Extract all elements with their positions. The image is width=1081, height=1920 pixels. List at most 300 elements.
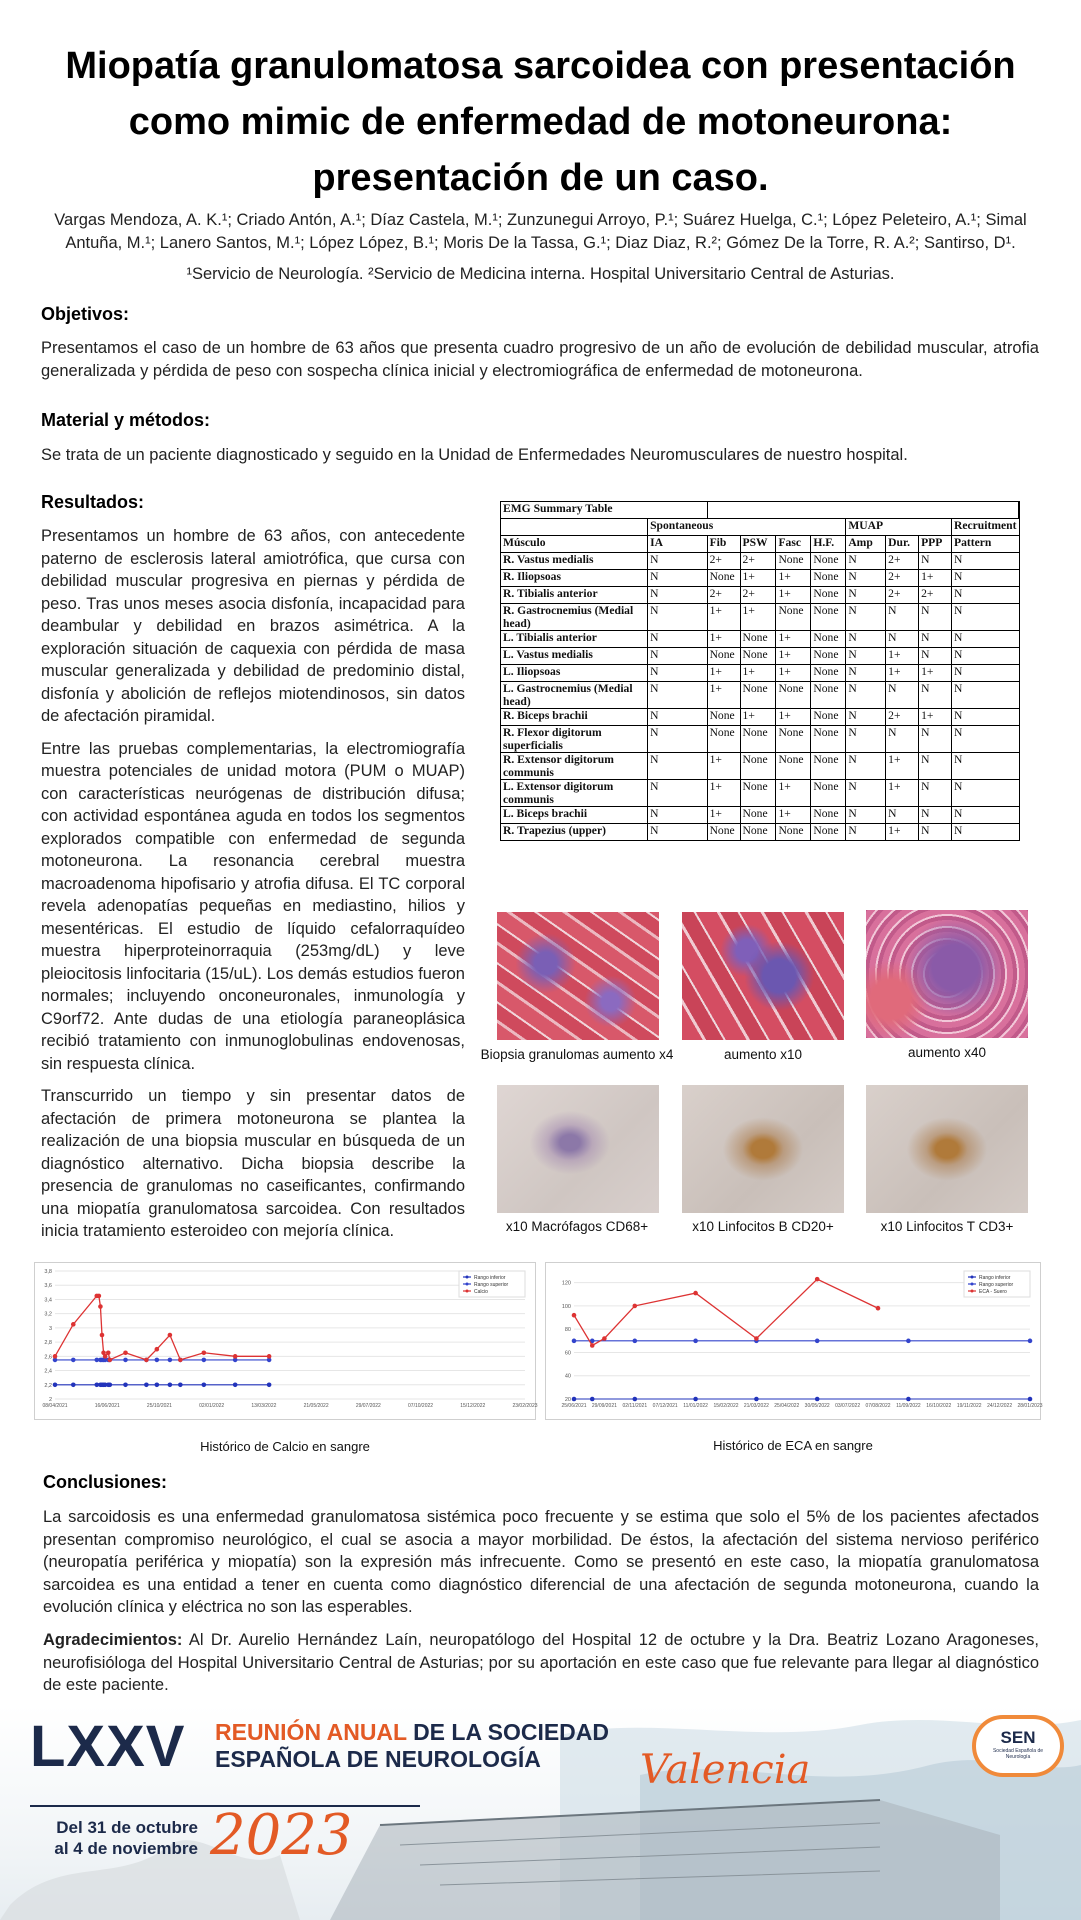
banner-line1a: REUNIÓN ANUAL (215, 1719, 414, 1745)
data-point (233, 1382, 238, 1387)
x-tick-label: 25/06/2021 (561, 1403, 587, 1409)
x-tick-label: 07/08/2022 (865, 1403, 891, 1409)
data-point (1028, 1397, 1033, 1402)
data-point (144, 1358, 149, 1363)
sen-logo-text: SEN (1000, 1728, 1036, 1747)
resultados-paragraph-3: Transcurrido un tiempo y sin presentar datos de afectación de primera motoneurona se plantea la realización de una biopsia muscular en búsqueda de un diagnóstico alternativo. Dicha biopsia describe la presencia de granulomas no caseificantes, confirmando una miopatía granulomatosa sarcoidea. Con resultados inicia tratamiento esteroideo con mejoría clínica. (41, 1087, 465, 1240)
emg-value-cell: N (846, 726, 886, 753)
banner-roman-numeral: LXXV (30, 1714, 186, 1779)
affiliation: ¹Servicio de Neurología. ²Servicio de Medicina interna. Hospital Universitario Central de Asturias. (186, 265, 895, 283)
data-point (123, 1350, 128, 1355)
emg-value-cell: None (811, 780, 846, 807)
emg-value-cell: 1+ (707, 682, 740, 709)
emg-muscle-cell: R. Gastrocnemius (Medial head) (501, 604, 648, 631)
emg-value-cell: 1+ (886, 824, 919, 841)
emg-row (501, 665, 1020, 682)
data-point (106, 1350, 111, 1355)
emg-value-cell: None (811, 553, 846, 570)
emg-value-cell: N (648, 631, 707, 648)
emg-row (501, 726, 1020, 753)
emg-value-cell: None (776, 604, 811, 631)
congress-banner (0, 1705, 1081, 1920)
data-point (633, 1397, 638, 1402)
emg-col-header: Dur. (886, 536, 919, 553)
emg-value-cell: N (846, 682, 886, 709)
poster-title: Miopatía granulomatosa sarcoidea con presentación como mimic de enfermedad de motoneurona: presentación de un caso. (65, 45, 1016, 199)
emg-value-cell: 1+ (740, 665, 776, 682)
data-point (590, 1343, 595, 1348)
emg-value-cell: 1+ (740, 604, 776, 631)
y-tick-label: 2,6 (44, 1354, 52, 1361)
emg-value-cell: 2+ (740, 553, 776, 570)
emg-row (501, 709, 1020, 726)
emg-value-cell: None (740, 780, 776, 807)
emg-value-cell: 1+ (919, 709, 952, 726)
legend-label: Rango superior (979, 1282, 1014, 1288)
emg-value-cell: None (811, 604, 846, 631)
x-tick-label: 29/09/2021 (591, 1403, 617, 1409)
emg-row (501, 570, 1020, 587)
data-point (168, 1333, 173, 1338)
y-tick-label: 3,4 (44, 1297, 52, 1304)
agradecimientos-text: Al Dr. Aurelio Hernández Laín, neuropatólogo del Hospital 12 de octubre y la Dra. Beatriz Lozano Aragoneses, neurofisióloga del Hospital Universitario Central de Asturias; por su aportación en este caso que fue relevante para llegar al diagnóstico de este paciente. (43, 1631, 1039, 1694)
emg-value-cell: 1+ (776, 570, 811, 587)
emg-value-cell: N (951, 648, 1019, 665)
x-tick-label: 19/11/2022 (956, 1403, 982, 1409)
data-point (693, 1291, 698, 1296)
emg-value-cell: N (919, 726, 952, 753)
emg-muscle-cell: R. Iliopsoas (501, 570, 648, 587)
emg-muscle-cell: R. Extensor digitorum communis (501, 753, 648, 780)
data-point (754, 1397, 759, 1402)
emg-value-cell: N (951, 604, 1019, 631)
data-point (155, 1382, 160, 1387)
emg-value-cell: None (776, 753, 811, 780)
legend-label: Calcio (474, 1289, 488, 1295)
data-point (267, 1354, 272, 1359)
emg-value-cell: N (846, 553, 886, 570)
data-point (71, 1358, 76, 1363)
emg-value-cell: N (846, 807, 886, 824)
emg-col-header: PSW (740, 536, 776, 553)
emg-value-cell: N (846, 824, 886, 841)
biopsy-image-x40 (866, 910, 1028, 1038)
emg-row (501, 631, 1020, 648)
banner-city: Valencia (640, 1747, 811, 1793)
emg-value-cell: N (648, 807, 707, 824)
x-tick-label: 08/04/2021 (42, 1403, 68, 1409)
emg-table-title: EMG Summary Table (501, 502, 708, 519)
emg-value-cell: N (919, 753, 952, 780)
emg-value-cell: N (846, 665, 886, 682)
authors: Vargas Mendoza, A. K.¹; Criado Antón, A.¹; Díaz Castela, M.¹; Zunzunegui Arroyo, P.¹; Suárez Huelga, C.¹; López Peleteiro, A.¹; Simal Antuña, M.¹; Lanero Santos, M.¹; López López, B.¹; Moris De la Tassa, G.¹; Diaz Diaz, R.²; Gómez De la Torre, R. A.²; Santirso, D¹. (54, 211, 1027, 252)
emg-value-cell: N (951, 665, 1019, 682)
emg-value-cell: None (740, 631, 776, 648)
emg-row (501, 753, 1020, 780)
emg-value-cell: 1+ (776, 665, 811, 682)
x-tick-label: 30/05/2022 (804, 1403, 830, 1409)
emg-value-cell: 1+ (886, 665, 919, 682)
conclusiones-text: La sarcoidosis es una enfermedad granulomatosa sistémica poco frecuente y se estima que solo el 5% de los pacientes afectados presentan compromiso neurológico, el cual se asocia a mayor morbilidad. De éstos, la afectación del sistema nervioso periférico (neuropatía periférica y miopatía) son la expresión más infrecuente. Como se presentó en este caso, la miopatía granulomatosa sarcoidea es una entidad a tener en cuenta como diagnóstico diferencial de una afectación de segunda motoneurona, cuando la evolución clínica y eléctrica no son las esperables. (43, 1508, 1039, 1616)
emg-value-cell: 1+ (707, 604, 740, 631)
resultados-column (41, 525, 465, 1253)
caption-image-4: x10 Macrófagos CD68+ (505, 1219, 649, 1234)
emg-value-cell: 2+ (886, 587, 919, 604)
emg-value-cell: None (707, 726, 740, 753)
emg-value-cell: 2+ (707, 587, 740, 604)
emg-value-cell: N (846, 709, 886, 726)
y-tick-label: 3,6 (44, 1283, 52, 1290)
biopsy-image-x4 (497, 912, 659, 1040)
x-tick-label: 16/10/2022 (926, 1403, 952, 1409)
emg-value-cell: 1+ (776, 780, 811, 807)
emg-value-cell: 1+ (919, 665, 952, 682)
legend-marker (466, 1290, 469, 1293)
objetivos-text: Presentamos el caso de un hombre de 63 años que presenta cuadro progresivo de un año de evolución de debilidad muscular, atrofia generalizada y pérdida de peso con sospecha clínica inicial y electromiográfica de enfermedad de motoneurona. (41, 339, 1039, 380)
emg-value-cell: None (811, 753, 846, 780)
data-point (202, 1382, 207, 1387)
data-point (572, 1313, 577, 1318)
conclusiones-heading: Conclusiones: (43, 1472, 168, 1492)
ihc-image-cd3 (866, 1085, 1028, 1213)
emg-group-spontaneous: Spontaneous (648, 519, 846, 536)
data-point (123, 1382, 128, 1387)
data-point (693, 1339, 698, 1344)
emg-col-header: Amp (846, 536, 886, 553)
emg-row (501, 780, 1020, 807)
x-tick-label: 16/06/2021 (94, 1403, 120, 1409)
x-tick-label: 02/01/2022 (199, 1403, 225, 1409)
y-tick-label: 2,2 (44, 1382, 52, 1389)
x-tick-label: 28/01/2023 (1017, 1403, 1043, 1409)
emg-value-cell: N (648, 780, 707, 807)
emg-muscle-cell: R. Tibialis anterior (501, 587, 648, 604)
caption-image-5: x10 Linfocitos B CD20+ (692, 1219, 834, 1234)
emg-col-header: Fib (707, 536, 740, 553)
banner-dates-1: Del 31 de octubre (56, 1818, 198, 1837)
emg-value-cell: N (951, 807, 1019, 824)
material-heading: Material y métodos: (41, 410, 211, 430)
y-tick-label: 3,2 (44, 1311, 52, 1318)
banner-line2: ESPAÑOLA DE NEUROLOGÍA (215, 1746, 541, 1772)
calcio-chart (35, 1263, 538, 1419)
agradecimientos (43, 1629, 1039, 1697)
y-tick-label: 3 (48, 1325, 52, 1332)
data-point (53, 1354, 58, 1359)
emg-muscle-cell: R. Vastus medialis (501, 553, 648, 570)
emg-value-cell: None (707, 648, 740, 665)
data-point (108, 1382, 113, 1387)
emg-value-cell: 1+ (776, 587, 811, 604)
legend-label: ECA - Suero (979, 1289, 1007, 1295)
emg-value-cell: N (846, 604, 886, 631)
emg-value-cell: 2+ (886, 553, 919, 570)
data-point (590, 1397, 595, 1402)
sen-logo-subtitle: Sociedad Española de Neurología (992, 1748, 1044, 1760)
emg-value-cell: N (648, 587, 707, 604)
y-tick-label: 120 (561, 1280, 571, 1287)
legend-marker (971, 1290, 974, 1293)
legend-marker (971, 1276, 974, 1279)
emg-value-cell: N (648, 726, 707, 753)
emg-value-cell: N (648, 553, 707, 570)
emg-value-cell: N (951, 631, 1019, 648)
x-tick-label: 03/07/2022 (835, 1403, 861, 1409)
emg-value-cell: 2+ (886, 570, 919, 587)
emg-value-cell: 2+ (740, 587, 776, 604)
emg-value-cell: 1+ (776, 709, 811, 726)
emg-col-header: Músculo (501, 536, 648, 553)
emg-value-cell: None (707, 709, 740, 726)
emg-value-cell: N (648, 665, 707, 682)
emg-value-cell: 1+ (740, 709, 776, 726)
objetivos-heading: Objetivos: (41, 304, 130, 324)
emg-muscle-cell: L. Extensor digitorum communis (501, 780, 648, 807)
emg-value-cell: N (919, 682, 952, 709)
emg-value-cell: N (951, 587, 1019, 604)
legend-label: Rango inferior (474, 1275, 506, 1281)
x-tick-label: 11/09/2022 (896, 1403, 921, 1409)
data-point (633, 1304, 638, 1309)
emg-muscle-cell: L. Iliopsoas (501, 665, 648, 682)
emg-value-cell: None (776, 682, 811, 709)
emg-value-cell: N (648, 570, 707, 587)
banner-line1b: DE LA SOCIEDAD (413, 1719, 610, 1745)
series-line-eca-suero (574, 1279, 878, 1345)
emg-value-cell: 1+ (919, 570, 952, 587)
eca-chart (546, 1263, 1043, 1419)
data-point (815, 1277, 820, 1282)
emg-value-cell: None (811, 648, 846, 665)
material-text: Se trata de un paciente diagnosticado y seguido en la Unidad de Enfermedades Neuromusculares de nuestro hospital. (41, 446, 908, 464)
emg-muscle-cell: R. Trapezius (upper) (501, 824, 648, 841)
emg-row (501, 807, 1020, 824)
emg-col-header: H.F. (811, 536, 846, 553)
emg-group-muap: MUAP (846, 519, 952, 536)
x-tick-label: 29/07/2022 (355, 1403, 381, 1409)
emg-muscle-cell: L. Tibialis anterior (501, 631, 648, 648)
y-tick-label: 80 (564, 1327, 571, 1334)
y-tick-label: 20 (564, 1397, 571, 1403)
emg-value-cell: None (811, 726, 846, 753)
legend-label: Rango inferior (979, 1275, 1011, 1281)
data-point (71, 1382, 76, 1387)
data-point (168, 1382, 173, 1387)
emg-row (501, 604, 1020, 631)
resultados-heading: Resultados: (41, 492, 145, 512)
emg-value-cell: None (740, 726, 776, 753)
emg-value-cell: 2+ (707, 553, 740, 570)
emg-value-cell: 1+ (707, 665, 740, 682)
emg-value-cell: N (886, 726, 919, 753)
resultados-paragraph-1: Presentamos un hombre de 63 años, con antecedente paterno de esclerosis lateral amiotrófica, que cursa con debilidad muscular progresiva en piernas y pérdida de peso. Tras unos meses asocia disfonía, incapacidad para deambular y debilidad en brazos asimétrica. A la exploración situación de caquexia con pérdida de masa muscular generalizada y debilidad de predominio distal, disfonía y abolición de reflejos miotendinosos, sin datos de afectación piramidal. (41, 527, 465, 725)
x-tick-label: 15/02/2022 (713, 1403, 739, 1409)
data-point (53, 1382, 58, 1387)
data-point (144, 1382, 149, 1387)
emg-value-cell: N (951, 682, 1019, 709)
data-point (267, 1382, 272, 1387)
y-tick-label: 2 (48, 1397, 52, 1403)
emg-value-cell: None (811, 570, 846, 587)
data-point (98, 1304, 103, 1309)
emg-value-cell: None (740, 824, 776, 841)
data-point (202, 1350, 207, 1355)
y-tick-label: 3,8 (44, 1269, 52, 1275)
legend-label: Rango superior (474, 1282, 509, 1288)
x-tick-label: 25/04/2022 (774, 1403, 800, 1409)
emg-value-cell: 1+ (776, 807, 811, 824)
emg-value-cell: 1+ (886, 648, 919, 665)
emg-value-cell: None (776, 824, 811, 841)
ihc-image-cd68 (497, 1085, 659, 1213)
data-point (572, 1397, 577, 1402)
resultados-paragraph-2: Entre las pruebas complementarias, la electromiografía muestra potenciales de unidad motora (PUM o MUAP) con características neurógenas de distribución difusa; con actividad espontánea aguda en todos los segmentos explorados compatible con enfermedad de segunda motoneurona. La resonancia cerebral muestra macroadenoma hipofisario y atrofia difusa. El TC corporal revela adenopatías pequeñas en mediastino, hilios y mesentéricas. El estudio de líquido cefalorraquídeo muestra hiperproteinorraquia (253mg/dL) y leve pleiocitosis linfocitaria (15/uL). Los demás estudios fueron normales; incluyendo onconeuronales, inmunología y C9orf72. Ante dudas de una etiología paraneoplásica recibió tratamiento con inmunoglobulinas endovenosas, sin respuesta clínica. (41, 739, 465, 1073)
data-point (155, 1358, 160, 1363)
x-tick-label: 13/03/2022 (251, 1403, 277, 1409)
emg-value-cell: N (919, 780, 952, 807)
emg-value-cell: N (886, 604, 919, 631)
emg-value-cell: N (846, 570, 886, 587)
data-point (178, 1358, 183, 1363)
emg-group-recruitment: Recruitment (951, 519, 1019, 536)
emg-value-cell: 1+ (707, 753, 740, 780)
data-point (103, 1354, 108, 1359)
data-point (876, 1306, 881, 1311)
x-tick-label: 24/12/2022 (987, 1403, 1013, 1409)
y-tick-label: 2,8 (44, 1340, 52, 1347)
data-point (906, 1397, 911, 1402)
data-point (202, 1358, 207, 1363)
emg-value-cell: 1+ (707, 807, 740, 824)
data-point (693, 1397, 698, 1402)
emg-value-cell: None (707, 570, 740, 587)
emg-muscle-cell: L. Vastus medialis (501, 648, 648, 665)
x-tick-label: 15/12/2022 (460, 1403, 486, 1409)
emg-col-header: Pattern (951, 536, 1019, 553)
emg-value-cell: N (919, 553, 952, 570)
x-tick-label: 25/10/2021 (146, 1403, 172, 1409)
emg-value-cell: N (951, 780, 1019, 807)
sen-logo (972, 1715, 1064, 1777)
banner-year: 2023 (210, 1803, 353, 1868)
ihc-image-cd20 (682, 1085, 844, 1213)
x-tick-label: 02/11/2021 (622, 1403, 648, 1409)
calcio-chart-frame (34, 1262, 536, 1420)
emg-value-cell: N (846, 587, 886, 604)
emg-value-cell: N (648, 753, 707, 780)
x-tick-label: 11/01/2022 (683, 1403, 708, 1409)
emg-value-cell: N (846, 631, 886, 648)
data-point (572, 1339, 577, 1344)
emg-value-cell: N (648, 604, 707, 631)
emg-value-cell: 1+ (740, 570, 776, 587)
eca-chart-title: Histórico de ECA en sangre (713, 1438, 873, 1453)
emg-muscle-cell: R. Flexor digitorum superficialis (501, 726, 648, 753)
emg-col-header: PPP (919, 536, 952, 553)
data-point (155, 1347, 160, 1352)
emg-value-cell: N (919, 807, 952, 824)
data-point (906, 1339, 911, 1344)
emg-muscle-cell: L. Gastrocnemius (Medial head) (501, 682, 648, 709)
emg-value-cell: None (811, 631, 846, 648)
caption-image-6: x10 Linfocitos T CD3+ (880, 1219, 1014, 1234)
emg-value-cell: N (951, 824, 1019, 841)
data-point (602, 1336, 607, 1341)
emg-value-cell: None (811, 824, 846, 841)
emg-value-cell: 1+ (886, 753, 919, 780)
data-point (168, 1358, 173, 1363)
emg-value-cell: 2+ (886, 709, 919, 726)
data-point (71, 1322, 76, 1327)
data-point (97, 1294, 102, 1299)
emg-value-cell: 1+ (886, 780, 919, 807)
data-point (815, 1339, 820, 1344)
data-point (1028, 1339, 1033, 1344)
data-point (815, 1397, 820, 1402)
emg-value-cell: N (846, 780, 886, 807)
emg-muscle-cell: R. Biceps brachii (501, 709, 648, 726)
emg-summary-table (500, 501, 1020, 841)
x-tick-label: 21/03/2022 (743, 1403, 769, 1409)
caption-image-3: aumento x40 (907, 1045, 987, 1060)
y-tick-label: 100 (561, 1303, 571, 1310)
emg-col-header: Fasc (776, 536, 811, 553)
emg-muscle-cell: L. Biceps brachii (501, 807, 648, 824)
calcio-chart-title: Histórico de Calcio en sangre (200, 1439, 370, 1454)
emg-value-cell: None (707, 824, 740, 841)
emg-value-cell: N (919, 648, 952, 665)
emg-value-cell: N (951, 726, 1019, 753)
emg-value-cell: N (648, 824, 707, 841)
emg-value-cell: N (886, 807, 919, 824)
banner-event-name (215, 1719, 609, 1773)
emg-value-cell: N (648, 682, 707, 709)
data-point (233, 1354, 238, 1359)
emg-row (501, 553, 1020, 570)
emg-value-cell: None (776, 553, 811, 570)
emg-value-cell: N (648, 648, 707, 665)
emg-value-cell: None (811, 709, 846, 726)
data-point (633, 1339, 638, 1344)
emg-value-cell: 1+ (776, 631, 811, 648)
emg-value-cell: N (951, 570, 1019, 587)
emg-value-cell: None (811, 682, 846, 709)
caption-image-1: Biopsia granulomas aumento x4 (480, 1047, 674, 1062)
emg-row (501, 682, 1020, 709)
emg-value-cell: 2+ (919, 587, 952, 604)
emg-value-cell: N (951, 553, 1019, 570)
x-tick-label: 07/10/2022 (408, 1403, 434, 1409)
emg-value-cell: None (740, 648, 776, 665)
biopsy-image-x10 (682, 912, 844, 1040)
emg-row (501, 648, 1020, 665)
emg-value-cell: N (648, 709, 707, 726)
y-tick-label: 2,4 (44, 1368, 52, 1375)
data-point (123, 1358, 128, 1363)
data-point (754, 1336, 759, 1341)
eca-chart-frame (545, 1262, 1041, 1420)
emg-value-cell: N (951, 753, 1019, 780)
data-point (108, 1358, 113, 1363)
emg-value-cell: None (811, 587, 846, 604)
emg-value-cell: N (919, 824, 952, 841)
emg-value-cell: 1+ (707, 631, 740, 648)
x-tick-label: 23/02/2023 (512, 1403, 538, 1409)
emg-value-cell: N (919, 604, 952, 631)
emg-value-cell: N (886, 631, 919, 648)
emg-value-cell: None (740, 682, 776, 709)
emg-value-cell: None (811, 665, 846, 682)
